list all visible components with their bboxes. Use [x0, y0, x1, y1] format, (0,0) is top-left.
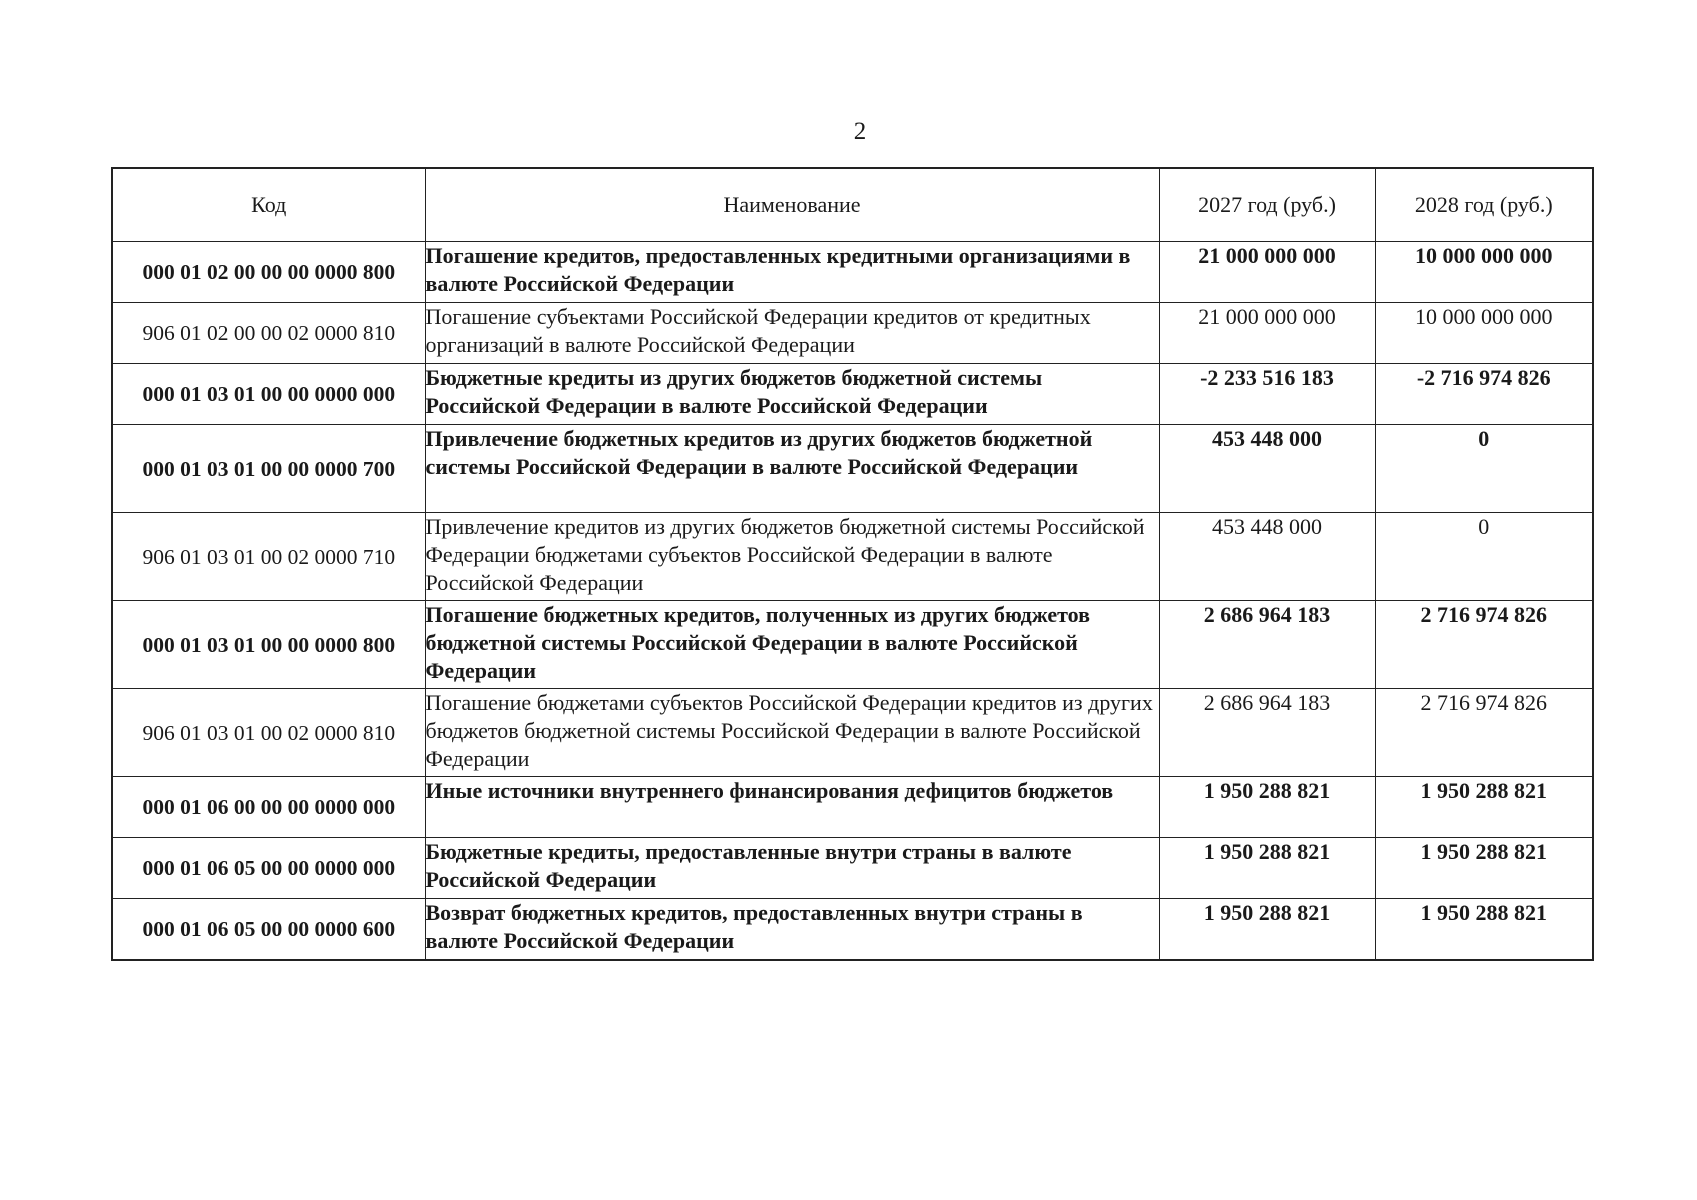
row-code: 000 01 03 01 00 00 0000 000 — [112, 364, 425, 425]
row-value-2028: 0 — [1375, 513, 1593, 601]
row-value-2028: 0 — [1375, 425, 1593, 513]
header-code: Код — [112, 168, 425, 242]
row-code: 000 01 06 00 00 00 0000 000 — [112, 777, 425, 838]
table-row — [112, 364, 1593, 425]
row-value-2027: -2 233 516 183 — [1159, 364, 1375, 425]
table-row — [112, 899, 1593, 961]
row-name: Погашение бюджетами субъектов Российской Федерации кредитов из других бюджетов бюджетной системы Российской Федерации в валюте Российской Федерации — [425, 689, 1159, 777]
row-code: 000 01 03 01 00 00 0000 800 — [112, 601, 425, 689]
row-code: 906 01 03 01 00 02 0000 710 — [112, 513, 425, 601]
page-number: 2 — [853, 118, 867, 145]
row-value-2028: -2 716 974 826 — [1375, 364, 1593, 425]
row-name: Привлечение бюджетных кредитов из других бюджетов бюджетной системы Российской Федерации в валюте Российской Федерации — [425, 425, 1159, 513]
row-value-2027: 1 950 288 821 — [1159, 838, 1375, 899]
row-value-2028: 1 950 288 821 — [1375, 838, 1593, 899]
row-value-2028: 10 000 000 000 — [1375, 242, 1593, 303]
table-row — [112, 303, 1593, 364]
table-row — [112, 838, 1593, 899]
row-value-2028: 1 950 288 821 — [1375, 777, 1593, 838]
row-value-2027: 21 000 000 000 — [1159, 303, 1375, 364]
table-row — [112, 689, 1593, 777]
row-name: Погашение кредитов, предоставленных кредитными организациями в валюте Российской Федерации — [425, 242, 1159, 303]
row-name: Погашение субъектами Российской Федерации кредитов от кредитных организаций в валюте Российской Федерации — [425, 303, 1159, 364]
row-value-2028: 10 000 000 000 — [1375, 303, 1593, 364]
row-value-2027: 21 000 000 000 — [1159, 242, 1375, 303]
row-code: 000 01 06 05 00 00 0000 600 — [112, 899, 425, 961]
header-year-2028: 2028 год (руб.) — [1375, 168, 1593, 242]
row-code: 000 01 06 05 00 00 0000 000 — [112, 838, 425, 899]
table-row — [112, 601, 1593, 689]
row-value-2028: 1 950 288 821 — [1375, 899, 1593, 961]
table-header-row — [112, 168, 1593, 242]
row-name: Бюджетные кредиты, предоставленные внутри страны в валюте Российской Федерации — [425, 838, 1159, 899]
row-value-2027: 1 950 288 821 — [1159, 899, 1375, 961]
row-value-2027: 453 448 000 — [1159, 513, 1375, 601]
row-value-2027: 1 950 288 821 — [1159, 777, 1375, 838]
table-row — [112, 513, 1593, 601]
row-name: Возврат бюджетных кредитов, предоставленных внутри страны в валюте Российской Федерации — [425, 899, 1159, 961]
row-code: 906 01 02 00 00 02 0000 810 — [112, 303, 425, 364]
table-row — [112, 777, 1593, 838]
row-name: Иные источники внутреннего финансирования дефицитов бюджетов — [425, 777, 1159, 838]
row-value-2028: 2 716 974 826 — [1375, 689, 1593, 777]
row-value-2027: 2 686 964 183 — [1159, 601, 1375, 689]
row-code: 000 01 02 00 00 00 0000 800 — [112, 242, 425, 303]
table-row — [112, 242, 1593, 303]
row-value-2027: 453 448 000 — [1159, 425, 1375, 513]
row-name: Привлечение кредитов из других бюджетов бюджетной системы Российской Федерации бюджетами субъектов Российской Федерации в валюте Российской Федерации — [425, 513, 1159, 601]
row-code: 000 01 03 01 00 00 0000 700 — [112, 425, 425, 513]
table-row — [112, 425, 1593, 513]
row-value-2028: 2 716 974 826 — [1375, 601, 1593, 689]
row-name: Погашение бюджетных кредитов, полученных из других бюджетов бюджетной системы Российской Федерации в валюте Российской Федерации — [425, 601, 1159, 689]
budget-sources-table — [111, 167, 1594, 961]
row-name: Бюджетные кредиты из других бюджетов бюджетной системы Российской Федерации в валюте Российской Федерации — [425, 364, 1159, 425]
row-value-2027: 2 686 964 183 — [1159, 689, 1375, 777]
header-year-2027: 2027 год (руб.) — [1159, 168, 1375, 242]
row-code: 906 01 03 01 00 02 0000 810 — [112, 689, 425, 777]
header-name: Наименование — [425, 168, 1159, 242]
